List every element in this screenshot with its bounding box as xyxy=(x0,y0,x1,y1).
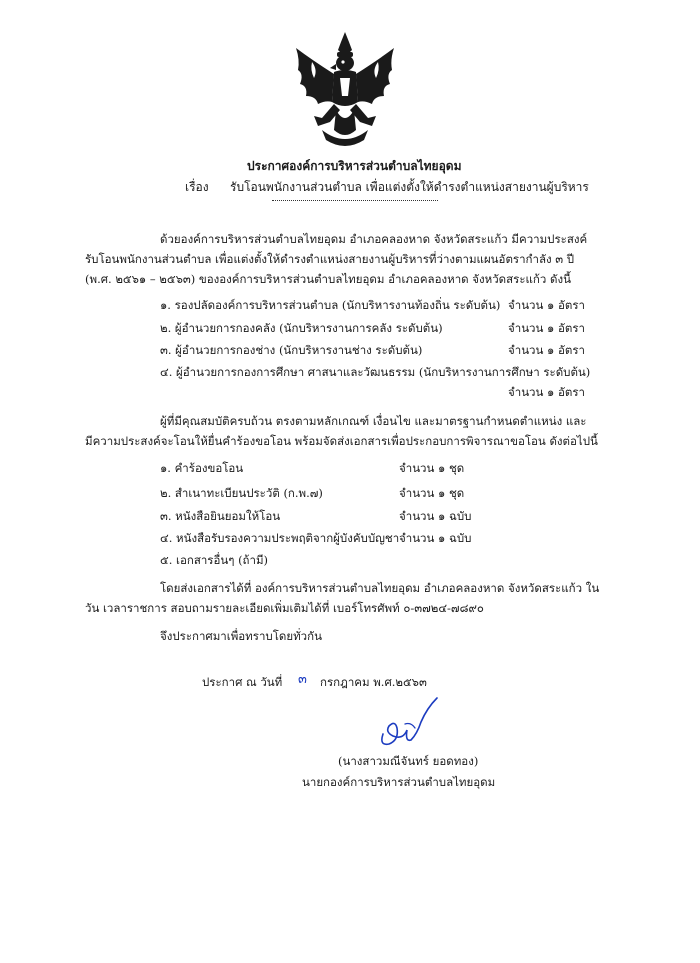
position-item-4: ๔. ผู้อำนวยการกองการศึกษา ศาสนาและวัฒนธรรม (นักบริหารงานการศึกษา ระดับต้น) xyxy=(160,365,591,379)
dotted-separator xyxy=(272,200,438,201)
position-item-1: ๑. รองปลัดองค์การบริหารส่วนตำบล (นักบริหารงานท้องถิ่น ระดับต้น) xyxy=(160,298,501,312)
document-item-2: ๒. สำเนาทะเบียนประวัติ (ก.พ.๗) xyxy=(160,486,323,500)
position-count-1: จำนวน ๑ อัตรา xyxy=(508,298,585,312)
position-count-2: จำนวน ๑ อัตรา xyxy=(508,321,585,335)
subject-label: เรื่อง xyxy=(185,180,209,194)
document-item-1: ๑. คำร้องขอโอน xyxy=(160,461,244,475)
closing-statement: จึงประกาศมาเพื่อทราบโดยทั่วกัน xyxy=(160,629,322,643)
position-item-2: ๒. ผู้อำนวยการกองคลัง (นักบริหารงานการคลัง ระดับต้น) xyxy=(160,321,443,335)
position-count-4: จำนวน ๑ อัตรา xyxy=(508,385,585,399)
qualification-line-1: ผู้ที่มีคุณสมบัติครบถ้วน ตรงตามหลักเกณฑ์ เงื่อนไข และมาตรฐานกำหนดตำแหน่ง และ xyxy=(160,414,587,428)
date-prefix: ประกาศ ณ วันที่ xyxy=(202,675,283,689)
document-item-4: ๔. หนังสือรับรองความประพฤติจากผู้บังคับบัญชา xyxy=(160,531,400,545)
announcement-title: ประกาศองค์การบริหารส่วนตำบลไทยอุดม xyxy=(247,159,462,173)
signer-title: นายกองค์การบริหารส่วนตำบลไทยอุดม xyxy=(302,775,496,789)
document-item-3: ๓. หนังสือยินยอมให้โอน xyxy=(160,509,281,523)
signer-name: (นางสาวมณีจันทร์ ยอดทอง) xyxy=(338,754,479,768)
submission-line-2: วัน เวลาราชการ สอบถามรายละเอียดเพิ่มเติมได้ที่ เบอร์โทรศัพท์ ๐-๓๗๒๔-๗๘๙๐ xyxy=(85,601,484,615)
document-count-4: จำนวน ๑ ฉบับ xyxy=(399,531,472,545)
subject-text: รับโอนพนักงานส่วนตำบล เพื่อแต่งตั้งให้ดำรงตำแหน่งสายงานผู้บริหาร xyxy=(230,180,589,194)
garuda-emblem-icon xyxy=(292,30,398,148)
position-item-3: ๓. ผู้อำนวยการกองช่าง (นักบริหารงานช่าง ระดับต้น) xyxy=(160,343,423,357)
qualification-line-2: มีความประสงค์จะโอนให้ยื่นคำร้องขอโอน พร้อมจัดส่งเอกสารเพื่อประกอบการพิจารณาขอโอน ดังต่อไปนี้ xyxy=(85,434,598,448)
date-rest: กรกฎาคม พ.ศ.๒๕๖๓ xyxy=(320,675,427,689)
document-count-3: จำนวน ๑ ฉบับ xyxy=(399,509,472,523)
handwritten-signature-icon xyxy=(375,694,445,754)
document-count-1: จำนวน ๑ ชุด xyxy=(399,461,465,475)
intro-line-1: ด้วยองค์การบริหารส่วนตำบลไทยอุดม อำเภอคลองหาด จังหวัดสระแก้ว มีความประสงค์ xyxy=(160,232,588,246)
submission-line-1: โดยส่งเอกสารได้ที่ องค์การบริหารส่วนตำบลไทยอุดม อำเภอคลองหาด จังหวัดสระแก้ว ใน xyxy=(160,581,600,595)
position-count-3: จำนวน ๑ อัตรา xyxy=(508,343,585,357)
intro-line-2: รับโอนพนักงานส่วนตำบล เพื่อแต่งตั้งให้ดำรงตำแหน่งสายงานผู้บริหารที่ว่างตามแผนอัตรากำลัง ๓ ปี xyxy=(85,252,575,266)
intro-line-3: (พ.ศ. ๒๕๖๑ – ๒๕๖๓) ขององค์การบริหารส่วนตำบลไทยอุดม อำเภอคลองหาด จังหวัดสระแก้ว ดังนี้ xyxy=(85,272,571,286)
document-item-5: ๕. เอกสารอื่นๆ (ถ้ามี) xyxy=(160,553,269,567)
document-count-2: จำนวน ๑ ชุด xyxy=(399,486,465,500)
date-day-handwritten: ๓ xyxy=(298,672,307,687)
